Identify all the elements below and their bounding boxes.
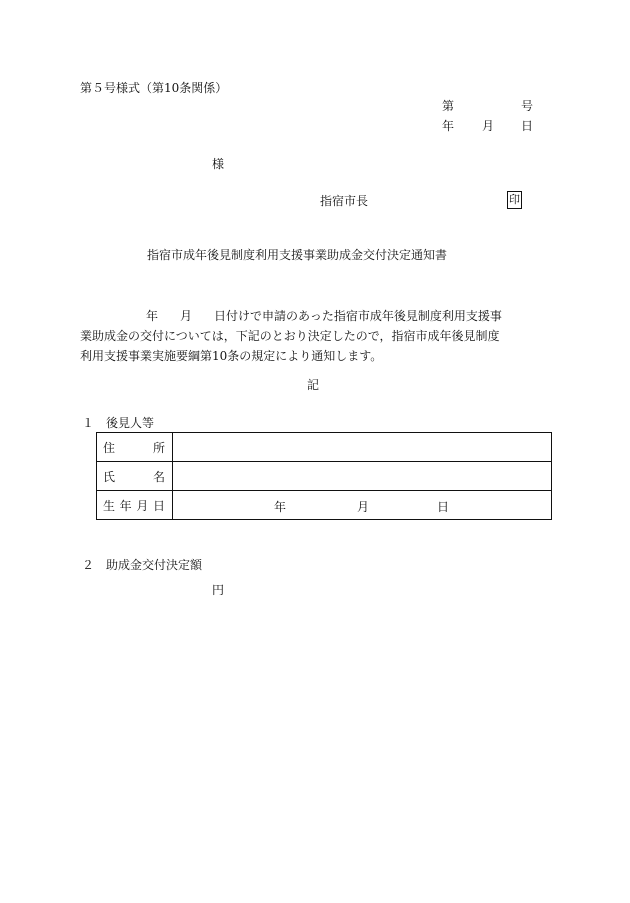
issue-date-day: 日 [521,119,534,133]
section-2-number: ２ [82,558,95,572]
document-title: 指宿市成年後見制度利用支援事業助成金交付決定通知書 [147,248,448,262]
address-label-char: 住 [103,440,116,455]
birthdate-label-char: 日 [152,498,165,513]
body-line-1 [80,306,552,326]
birthdate-month: 月 [357,500,370,514]
section-1-label: 後見人等 [106,416,155,430]
section-1-number: １ [82,416,95,430]
birthdate-label [97,491,173,520]
name-value[interactable] [173,462,552,491]
body-text [80,306,552,366]
name-label-char: 名 [152,469,165,484]
name-label-char: 氏 [103,469,116,484]
seal-stamp: 印 [507,191,522,209]
address-label-char: 所 [152,440,165,455]
birthdate-label-char: 年 [119,498,132,513]
body-year: 年 [146,309,159,323]
section-2-label: 助成金交付決定額 [106,558,203,572]
birthdate-value[interactable] [173,491,552,520]
body-line-2: 業助成金の交付については，下記のとおり決定したので，指宿市成年後見制度 [80,329,500,343]
document-number-label: 第 [442,99,455,113]
birthdate-year: 年 [274,500,287,514]
ki-heading: 記 [307,378,320,392]
guardian-table [96,432,552,520]
name-label [97,462,173,491]
document-number-suffix: 号 [521,99,534,113]
issue-date-month: 月 [482,119,495,133]
body-line-1-rest: 日付けで申請のあった指宿市成年後見制度利用支援事 [214,309,502,323]
birthdate-label-char: 生 [103,498,116,513]
table-row-address [97,433,552,462]
birthdate-day: 日 [437,500,450,514]
address-value[interactable] [173,433,552,462]
recipient-honorific: 様 [212,157,225,171]
issue-date-year: 年 [442,119,455,133]
table-row-birthdate [97,491,552,520]
form-number: 第５号様式（第10条関係） [80,81,228,95]
table-row-name [97,462,552,491]
birthdate-label-char: 月 [136,498,149,513]
sender-name: 指宿市長 [320,194,369,208]
body-line-3: 利用支援事業実施要綱第10条の規定により通知します。 [80,349,383,363]
amount-unit: 円 [212,583,225,597]
address-label [97,433,173,462]
body-month: 月 [180,309,193,323]
